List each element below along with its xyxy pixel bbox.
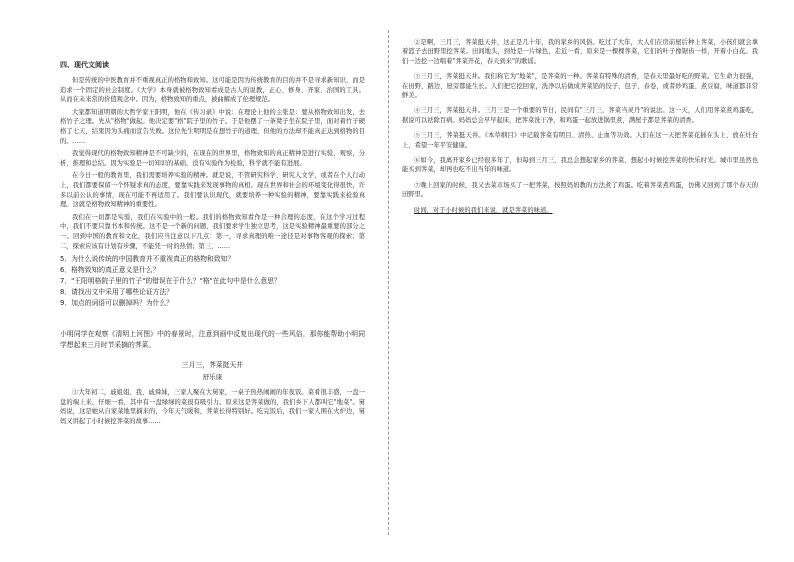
article-author: 舒乐康 [202,372,223,381]
section-title: 四、现代文阅读 [60,61,109,69]
paragraph: 但是传统的中医教育并不重视真正的格物和致知。这可能是因为传统教育的目的并不是寻求新知识，而是追求一个固定的社会制度。《大学》本身就被格物致知看成是古人的说教，正心、修身、齐家、治国的工具。从而在未来常的价值观念中。因为，格物致知的重点，被曲解成了伦理规范。 [60,77,365,104]
question-item: 9．加点的词语可以删掉吗？为什么？ [60,299,174,308]
task-prompt: 小明同学在观察《清明上河图》中的春景时，注意到画中反复出现代的一些风俗，那你能帮助小明同学想起来三月时节采摘的荠菜。 [60,330,365,350]
article-paragraph: ⑥如今，我离开家乡已经很多年了，但每到三月三，我总会想起家乡的荠菜，想起小时候挖荠菜的快乐时光。城市里虽然也能买到荠菜，却再也吃不出当年的味道。 [402,157,758,174]
column-divider [388,30,389,535]
paragraph: 在今日一般的教育里，我们需要培养实验的精神。就是说，不管研究科学、研究人文学，或者在个人行动上，我们都要保留一个怀疑求真的态度，要靠实践来发现事物的真相。现在世界和社会的环境变化得很快，许多以前公认的事情，现在可能不再适用了。我们要认识现代，就要培养一种实验的精神，要靠实践来检验真理。这就是格物致知精神的重要性。 [60,172,365,209]
article-paragraph: ⑤三月三，荠菜挺天井。《本草纲目》中记载荠菜有明目、清热、止血等功效。人们在这一天把荠菜花插在头上、放在灶台上，希望一年平安健康。 [402,132,758,149]
right-column [402,38,758,221]
article-paragraph: ②是啊，三月三，荠菜挺天井，这正是几十年，我的家乡的风俗。吃过了大年，大人们在房前屋后种上荠菜，小孩们就会拿着篮子去田野里挖荠菜。田间地头，到处是一片绿色，走近一看，原来是一棵棵荠菜，它们的叶子像锯齿一样，开着小白花。我们一边挖一边唱着"荠菜开花，春天到来"的歌谣。 [402,39,758,65]
underlined-sentence: 时间，对于小时候的我们来说，就是荠菜的味道。 [414,206,553,214]
question-item: 5．为什么说传统的中国教育并不重视真正的格物和致知？ [60,255,235,264]
article-paragraph: ⑦晚上回家的时候，我又去菜市场买了一把荠菜，按照妈妈教的方法煮了鸡蛋。吃着荠菜煮鸡蛋，仿佛又回到了那个春天的田野里。 [402,181,758,199]
left-column [60,38,365,430]
question-list [60,254,365,309]
article-paragraph: ④三月三，荠菜挺天井。三月三是一个重要的节日，民间有"三月三，荠菜当灵丹"的说法。这一天，人们用荠菜煮鸡蛋吃，据说可以祛除百病。妈妈总会早早起床，把荠菜洗干净，和鸡蛋一起放进锅里煮，满屋子都是荠菜的清香。 [402,107,758,124]
question-item: 8．请找出文中采用了哪些论证方法？ [60,288,174,297]
paragraph: 我们在一切都是实验，我们在实验中的一般。我们的格物致知看作是一种合理的态度，在这个学习过程中，我们不要只靠书本和传统。这不是一个新的问题，我们要求学生独立思考，这是实验精神最重要的部分之一。回到中国的教育和文化，我们应当注意以下几点：第一，寻求真理的唯一途径是对事物客观的探索；第二，探索应该有计划有步骤，不能凭一时的热情；第三，…… [60,213,365,250]
article-paragraph: ③三月三，荠菜挺天井。我们称它为"地菜"，是荠菜的一种。荠菜有特殊的清香，是春天里最好吃的野菜。它生命力很强，在田野、路边、屋旁都能生长。人们把它挖回家，洗净以后做成荠菜馅的饺子、包子、春卷，或者炒鸡蛋、煮豆腐，味道都非常鲜美。 [402,73,758,100]
paragraph: 我觉得现代的格物致知精神是不可缺少的，在现在的世界里，格物致知的真正精神是进行实验，观察，分析，推理和总结。因为实验是一切知识的基础，没有实验作为检验，科学就不能有进展。 [60,150,365,167]
article-paragraph: ①大年初二，戚姐姐、我、戚舜妹，三家人聚在大舅家，一桌子热热闹闹的年夜饭。菜肴很丰盛，一盘一盘的端上来，仔细一看，其中有一盘绿绿的菜很有吸引力。原来这是荠菜做的，我们乡下人都叫它"地菜"。舅妈说，这是她从自家菜地里摘来的，今年天气暖和，荠菜长得特别好。吃完饭后，我们一家人围在火炉边，舅妈又讲起了小时候挖荠菜的故事…… [60,389,365,426]
question-item: 6．格物致知的真正意义是什么？ [60,266,160,275]
paragraph: 大家都知道明朝的大哲学家王阳明，他在《传习录》中说：在理论上他的主张是：要从格物致知出发，去格竹子之理。先从"格物"做起。他决定要"格"院子里的竹子。于是他摆了一条凳子坐在院子里，面对着竹子硬格了七天，结果因为头痛而宣告失败。这位先生明明是在想竹子的道理，但他的方法却不能真正达到格物的目的。…… [60,108,365,145]
article-title: 三月三，荠菜挺天井 [181,361,244,370]
question-item: 7．"王阳明格院子里的竹子"的错误在于什么？"格"在此句中是什么意思？ [60,277,281,286]
